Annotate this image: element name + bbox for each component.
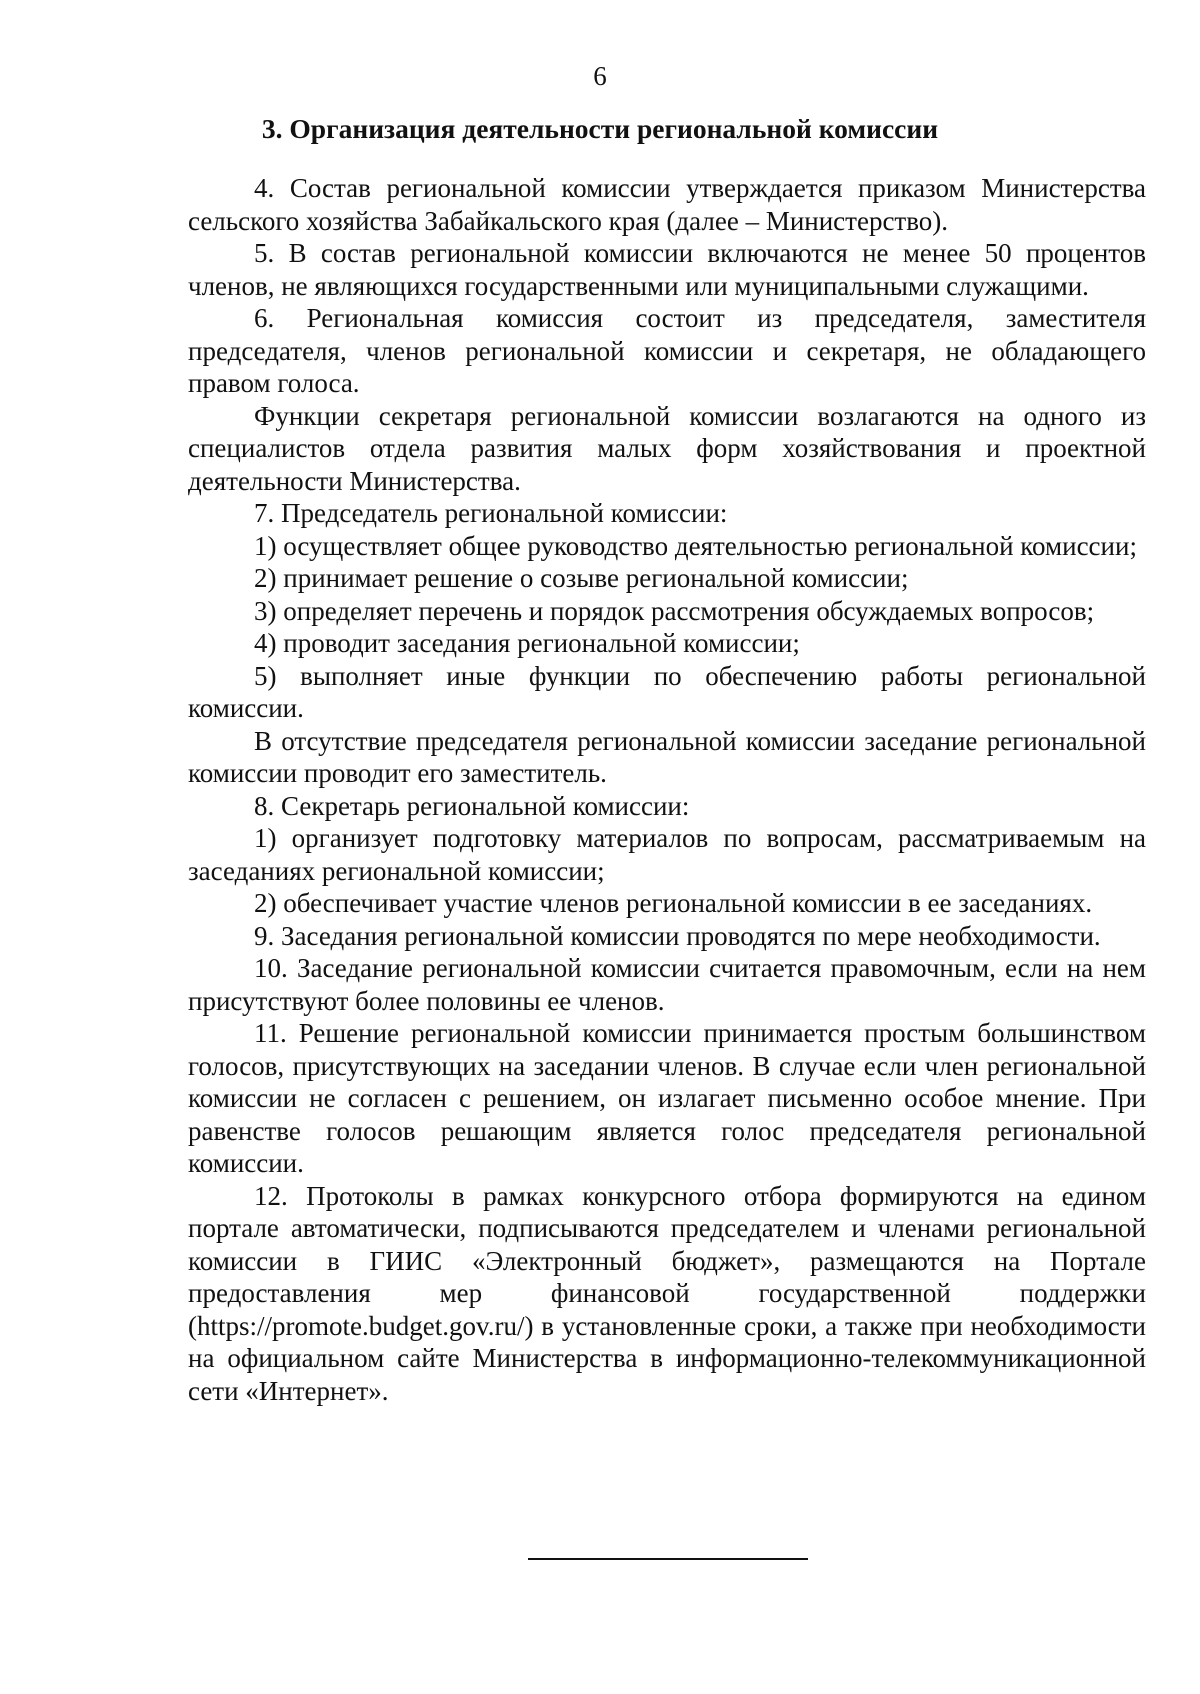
paragraph-4: 4. Состав региональной комиссии утверждается приказом Министерства сельского хозяйства Забайкальского края (далее – Министерство). <box>188 173 1146 236</box>
paragraph-deputy: В отсутствие председателя региональной комиссии заседание региональной комиссии проводит его заместитель. <box>188 725 1146 788</box>
paragraph-7-item-2: 2) принимает решение о созыве региональной комиссии; <box>254 563 909 593</box>
paragraph-12: 12. Протоколы в рамках конкурсного отбора формируются на едином портале автоматически, подписываются председателем и членами региональной комиссии в ГИИС «Электронный бюджет», размещаются на Портале предоставления мер финансовой государственной поддержки (https://promote.budget.gov.ru/) в установленные сроки, а также при необходимости на официальном сайте Министерства в информационно-телекоммуникационной сети «Интернет». <box>188 1180 1146 1406</box>
paragraph-7-item-1: 1) осуществляет общее руководство деятельностью региональной комиссии; <box>254 530 1137 561</box>
paragraph-7-item-3: 3) определяет перечень и порядок рассмотрения обсуждаемых вопросов; <box>254 595 1095 626</box>
section-heading: 3. Организация деятельности региональной комиссии <box>261 113 939 144</box>
paragraph-secretary-functions: Функции секретаря региональной комиссии возлагаются на одного из специалистов отдела развития малых форм хозяйствования и проектной деятельности Министерства. <box>188 400 1146 496</box>
end-rule <box>528 1558 808 1560</box>
paragraph-7: 7. Председатель региональной комиссии: <box>254 498 728 528</box>
document-body <box>188 172 1146 1407</box>
paragraph-6: 6. Региональная комиссия состоит из председателя, заместителя председателя, членов региональной комиссии и секретаря, не обладающего правом голоса. <box>188 303 1146 398</box>
paragraph-8-item-2: 2) обеспечивает участие членов региональной комиссии в ее заседаниях. <box>254 888 1093 918</box>
paragraph-8: 8. Секретарь региональной комиссии: <box>254 790 690 821</box>
paragraph-7-item-5: 5) выполняет иные функции по обеспечению работы региональной комиссии. <box>188 660 1146 723</box>
page-number: 6 <box>593 61 607 91</box>
paragraph-8-item-1: 1) организует подготовку материалов по вопросам, рассматриваемым на заседаниях региональной комиссии; <box>188 823 1146 886</box>
paragraph-5: 5. В состав региональной комиссии включаются не менее 50 процентов членов, не являющихся государственными или муниципальными служащими. <box>188 238 1146 301</box>
paragraph-9: 9. Заседания региональной комиссии проводятся по мере необходимости. <box>254 920 1101 951</box>
paragraph-10: 10. Заседание региональной комиссии считается правомочным, если на нем присутствуют более половины ее членов. <box>188 953 1146 1016</box>
paragraph-11: 11. Решение региональной комиссии принимается простым большинством голосов, присутствующих на заседании членов. В случае если член региональной комиссии не согласен с решением, он излагает письменно особое мнение. При равенстве голосов решающим является голос председателя региональной комиссии. <box>188 1018 1146 1178</box>
paragraph-7-item-4: 4) проводит заседания региональной комиссии; <box>254 628 800 658</box>
